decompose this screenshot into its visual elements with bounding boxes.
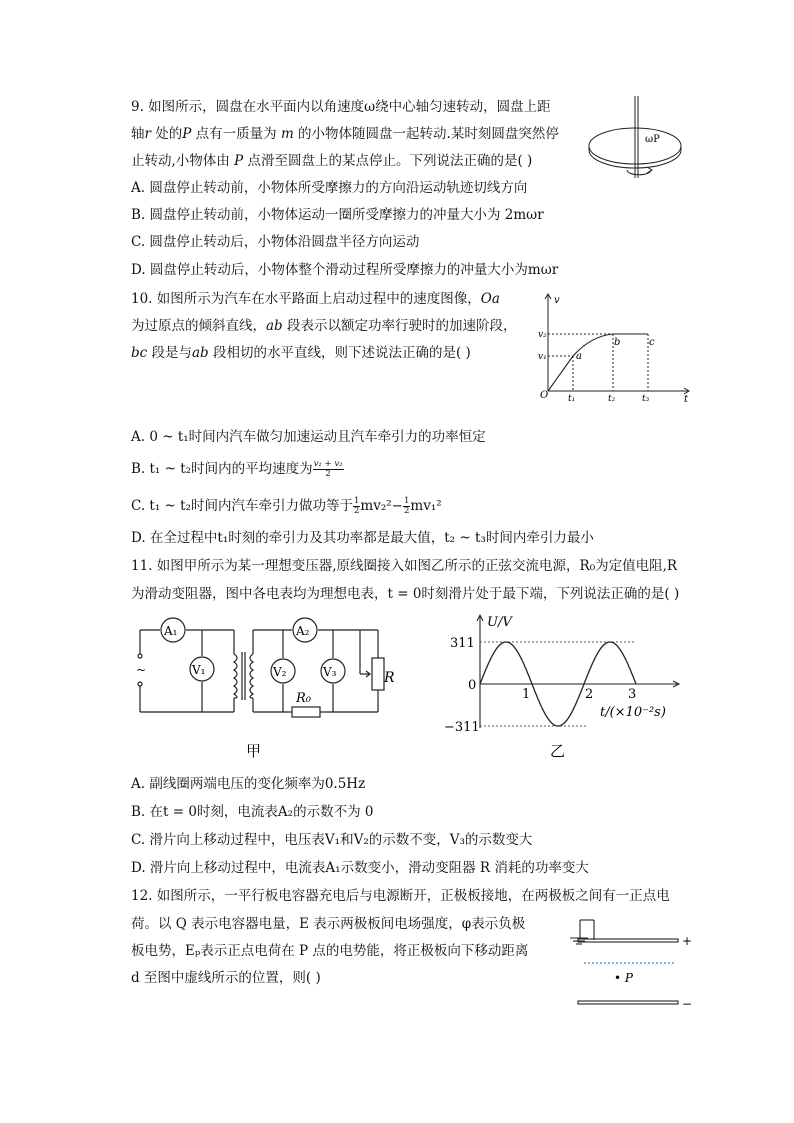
svg-text:+: +	[682, 934, 693, 948]
svg-text:v: v	[554, 295, 560, 306]
q12-capacitor-figure	[548, 910, 698, 1014]
svg-text:2: 2	[585, 687, 594, 702]
q11-option-a: A. 副线圈两端电压的变化频率为0.5Hz	[131, 776, 366, 792]
q9-stem-line-1: 9. 如图所示，圆盘在水平面内以角速度ω绕中心轴匀速转动，圆盘上距	[131, 99, 551, 115]
q9-option-d: D. 圆盘停止转动后，小物体整个滑动过程所受摩擦力的冲量大小为mωr	[131, 262, 559, 278]
q10-option-d: D. 在全过程中t₁时刻的牵引力及其功率都是最大值，t₂ ~ t₃时间内牵引力最小	[131, 530, 594, 546]
q9-disc-figure	[585, 94, 685, 180]
q10-stem-line-3: bc 段是与ab 段相切的水平直线，则下述说法正确的是( )	[131, 345, 471, 361]
q9-option-a: A. 圆盘停止转动前，小物体所受摩擦力的方向沿运动轨迹切线方向	[131, 180, 528, 196]
q9-fig-label: ωP	[645, 134, 660, 145]
q11-voltage-graph	[440, 610, 690, 766]
svg-text:甲: 甲	[246, 742, 262, 760]
q9-stem-line-3: 止转动,小物体由 P 点滑至圆盘上的某点停止。下列说法正确的是( )	[131, 153, 533, 169]
svg-text:t₃: t₃	[642, 394, 650, 403]
svg-text:R: R	[384, 670, 395, 686]
q12-stem-line-3: 板电势，Eₚ表示正点电荷在 P 点的电势能，将正极板向下移动距离	[131, 943, 529, 959]
q10-option-a: A. 0 ~ t₁时间内汽车做匀加速运动且汽车牵引力的功率恒定	[131, 429, 486, 445]
svg-text:~: ~	[136, 663, 147, 677]
q11-option-c: C. 滑片向上移动过程中，电压表V₁和V₂的示数不变，V₃的示数变大	[131, 832, 533, 848]
svg-text:乙: 乙	[550, 742, 566, 760]
q11-circuit-diagram	[128, 614, 398, 764]
svg-text:t₁: t₁	[568, 394, 576, 403]
svg-text:U/V: U/V	[487, 615, 512, 630]
svg-text:0: 0	[468, 678, 477, 693]
svg-text:t/(×10⁻²s): t/(×10⁻²s)	[600, 705, 666, 720]
svg-text:V₁: V₁	[192, 663, 206, 677]
q10-stem-line-1: 10. 如图所示为汽车在水平路面上启动过程中的速度图像，Oa	[131, 291, 500, 307]
svg-text:R₀: R₀	[296, 691, 311, 706]
q10-option-b: B. t₁ ~ t₂时间内的平均速度为 $\frac{\text{v₁ + v₂}}{2}$	[131, 459, 343, 479]
q11-option-d: D. 滑片向上移动过程中，电流表A₁示数变小，滑动变阻器 R 消耗的功率变大	[131, 860, 589, 876]
q9-option-b: B. 圆盘停止转动前，小物体运动一圈所受摩擦力的冲量大小为 2mωr	[131, 207, 544, 223]
svg-text:−311: −311	[444, 720, 480, 735]
svg-text:v₁: v₁	[538, 352, 547, 362]
svg-text:1: 1	[522, 687, 531, 702]
q11-stem-line-2: 为滑动变阻器，图中各电表均为理想电表，t = 0时刻滑片处于最下端，下列说法正确的是( )	[131, 586, 680, 602]
svg-text:3: 3	[628, 687, 637, 702]
q11-option-b: B. 在t = 0时刻，电流表A₂的示数不为 0	[131, 804, 374, 820]
svg-text:A₂: A₂	[296, 624, 310, 638]
q9-option-c: C. 圆盘停止转动后，小物体沿圆盘半径方向运动	[131, 234, 420, 250]
svg-text:311: 311	[450, 636, 475, 651]
svg-text:t₂: t₂	[608, 394, 616, 403]
svg-text:A₁: A₁	[164, 624, 178, 638]
svg-text:V₂: V₂	[273, 665, 287, 679]
q11-stem-line-1: 11. 如图甲所示为某一理想变压器,原线圈接入如图乙所示的正弦交流电源，R₀为定值电阻,R	[131, 558, 678, 574]
svg-text:O: O	[540, 390, 549, 401]
svg-text:v₂: v₂	[538, 330, 547, 340]
q9-stem-line-2: 轴r 处的P 点有一质量为 m 的小物体随圆盘一起转动.某时刻圆盘突然停	[131, 126, 559, 142]
svg-text:t: t	[684, 394, 689, 403]
q12-stem-line-4: d 至图中虚线所示的位置，则( )	[131, 970, 321, 986]
svg-text:−: −	[682, 997, 693, 1011]
q12-stem-line-1: 12. 如图所示，一平行板电容器充电后与电源断开，正极板接地，在两极板之间有一正点电	[131, 888, 670, 904]
q12-stem-line-2: 荷。以 Q 表示电容器电量，E 表示两极板间电场强度，φ表示负极	[131, 916, 526, 932]
svg-text:• P: • P	[614, 971, 633, 985]
q10-option-c: C. t₁ ~ t₂时间内汽车牵引力做功等于 $\frac{1}{2}$ mv₂²− $\frac{1}{2}$ mv₁²	[131, 496, 442, 516]
q10-stem-line-2: 为过原点的倾斜直线，ab 段表示以额定功率行驶时的加速阶段，	[131, 318, 517, 334]
q10-velocity-graph	[536, 291, 696, 403]
svg-text:b: b	[614, 337, 621, 348]
svg-text:V₃: V₃	[323, 665, 337, 679]
svg-text:c: c	[649, 337, 655, 348]
svg-text:a: a	[576, 351, 582, 362]
